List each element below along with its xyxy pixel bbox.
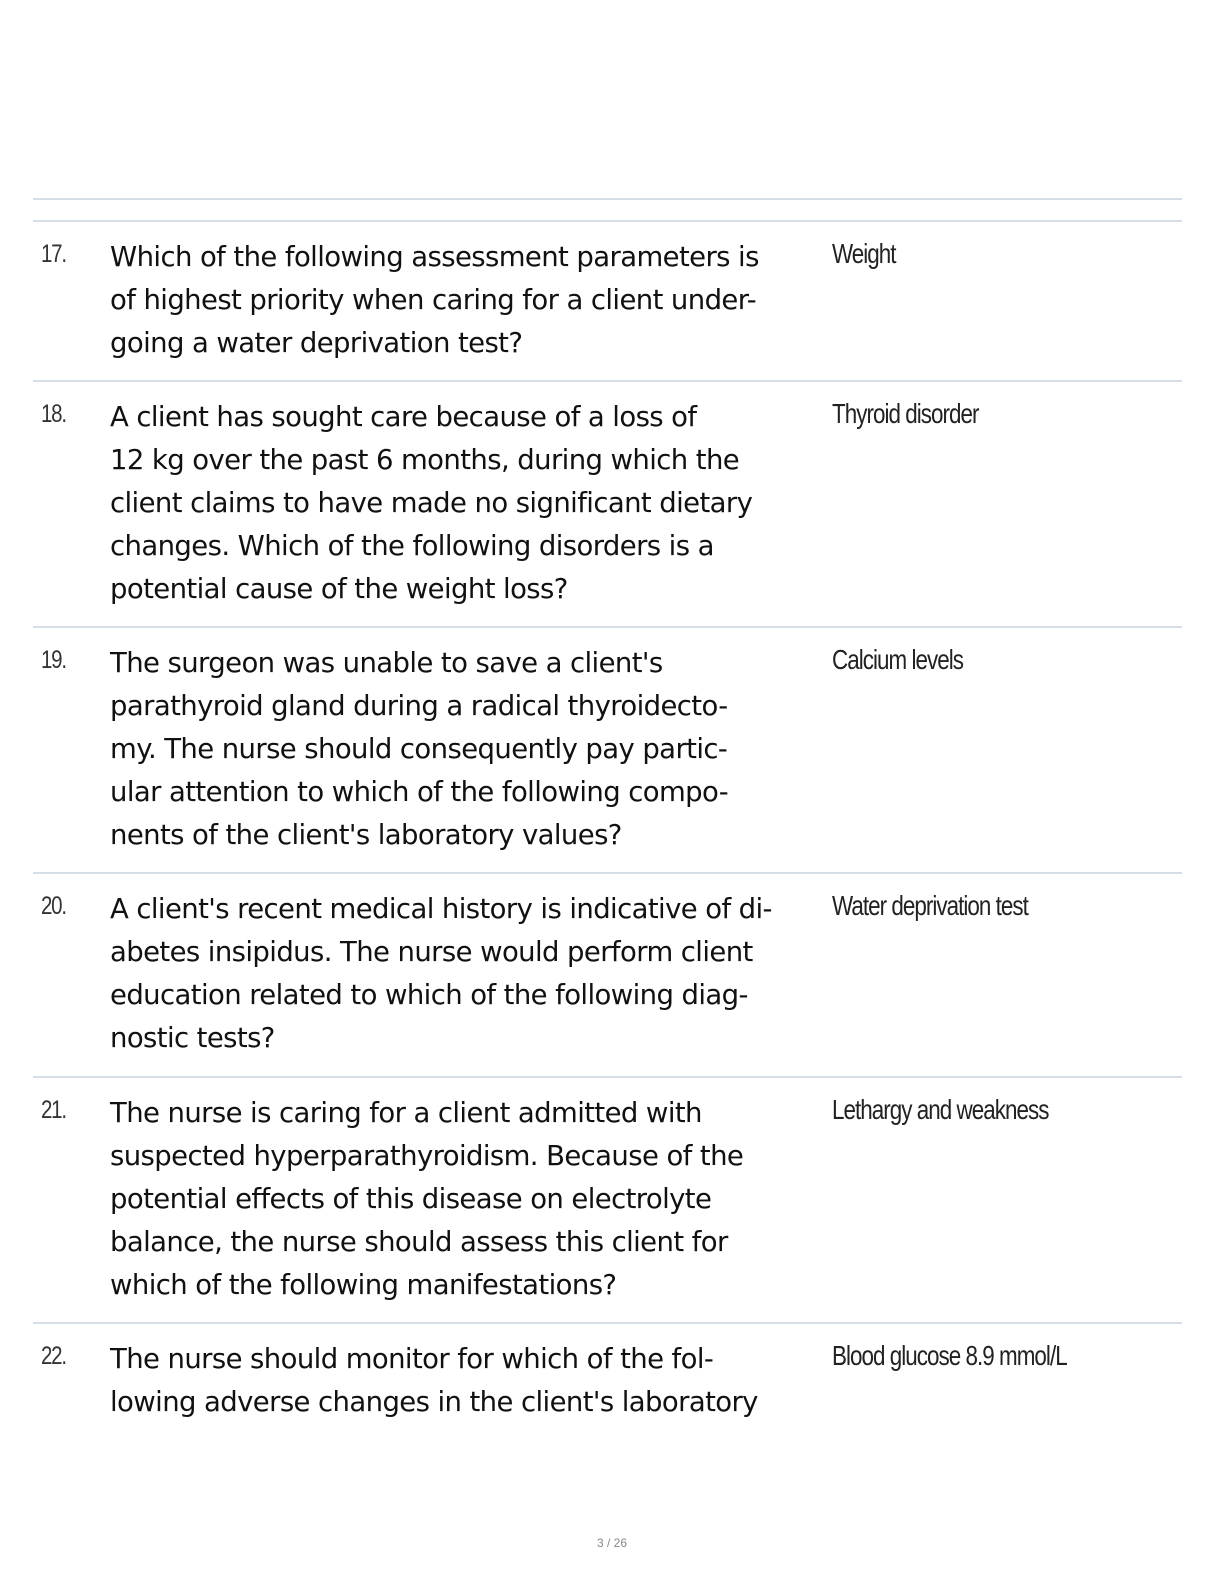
page-number: 3 / 26 bbox=[596, 1536, 628, 1550]
question-number: 20. bbox=[41, 892, 66, 920]
question-line: abetes insipidus. The nurse would perform client bbox=[110, 936, 753, 968]
question-text bbox=[110, 236, 832, 365]
question-line: of highest priority when caring for a client under- bbox=[110, 284, 757, 316]
question-line: The surgeon was unable to save a client's bbox=[110, 647, 663, 679]
question-text bbox=[110, 642, 832, 857]
question-line: which of the following manifestations? bbox=[110, 1269, 617, 1301]
question-row-17 bbox=[33, 222, 1182, 382]
answer-text: Calcium levels bbox=[832, 644, 963, 675]
question-line: nostic tests? bbox=[110, 1022, 275, 1054]
question-line: client claims to have made no significant dietary bbox=[110, 487, 753, 519]
question-line: balance, the nurse should assess this client for bbox=[110, 1226, 728, 1258]
question-line: The nurse is caring for a client admitted with bbox=[110, 1097, 702, 1129]
question-text bbox=[110, 1338, 832, 1424]
question-line: 12 kg over the past 6 months, during which the bbox=[110, 444, 740, 476]
question-line: parathyroid gland during a radical thyroidecto- bbox=[110, 690, 728, 722]
question-number: 21. bbox=[41, 1096, 66, 1124]
question-row-19 bbox=[33, 628, 1182, 874]
question-row-22 bbox=[33, 1324, 1182, 1444]
question-number: 17. bbox=[41, 240, 66, 268]
question-text bbox=[110, 1092, 832, 1307]
question-number: 18. bbox=[41, 400, 66, 428]
question-number: 19. bbox=[41, 646, 66, 674]
header-rule-top bbox=[33, 198, 1182, 200]
question-line: potential cause of the weight loss? bbox=[110, 573, 568, 605]
question-number: 22. bbox=[41, 1342, 66, 1370]
question-line: nents of the client's laboratory values? bbox=[110, 819, 622, 851]
question-line: A client has sought care because of a loss of bbox=[110, 401, 697, 433]
question-text bbox=[110, 888, 832, 1060]
answer-text: Weight bbox=[832, 238, 896, 269]
answer-text: Lethargy and weakness bbox=[832, 1094, 1049, 1125]
answer-text: Water deprivation test bbox=[832, 890, 1028, 921]
question-line: education related to which of the following diag- bbox=[110, 979, 748, 1011]
question-line: Which of the following assessment parameters is bbox=[110, 241, 759, 273]
question-line: The nurse should monitor for which of the fol- bbox=[110, 1343, 714, 1375]
question-line: ular attention to which of the following compo- bbox=[110, 776, 729, 808]
question-line: changes. Which of the following disorders is a bbox=[110, 530, 714, 562]
question-text bbox=[110, 396, 832, 611]
question-line: lowing adverse changes in the client's laboratory bbox=[110, 1386, 758, 1418]
question-row-18 bbox=[33, 382, 1182, 628]
question-line: potential effects of this disease on electrolyte bbox=[110, 1183, 712, 1215]
question-line: going a water deprivation test? bbox=[110, 327, 523, 359]
question-row-21 bbox=[33, 1078, 1182, 1324]
answer-text: Blood glucose 8.9 mmol/L bbox=[832, 1340, 1067, 1371]
answer-text: Thyroid disorder bbox=[832, 398, 979, 429]
question-line: my. The nurse should consequently pay partic- bbox=[110, 733, 728, 765]
question-line: suspected hyperparathyroidism. Because of the bbox=[110, 1140, 744, 1172]
question-line: A client's recent medical history is indicative of di- bbox=[110, 893, 772, 925]
question-row-20 bbox=[33, 874, 1182, 1078]
